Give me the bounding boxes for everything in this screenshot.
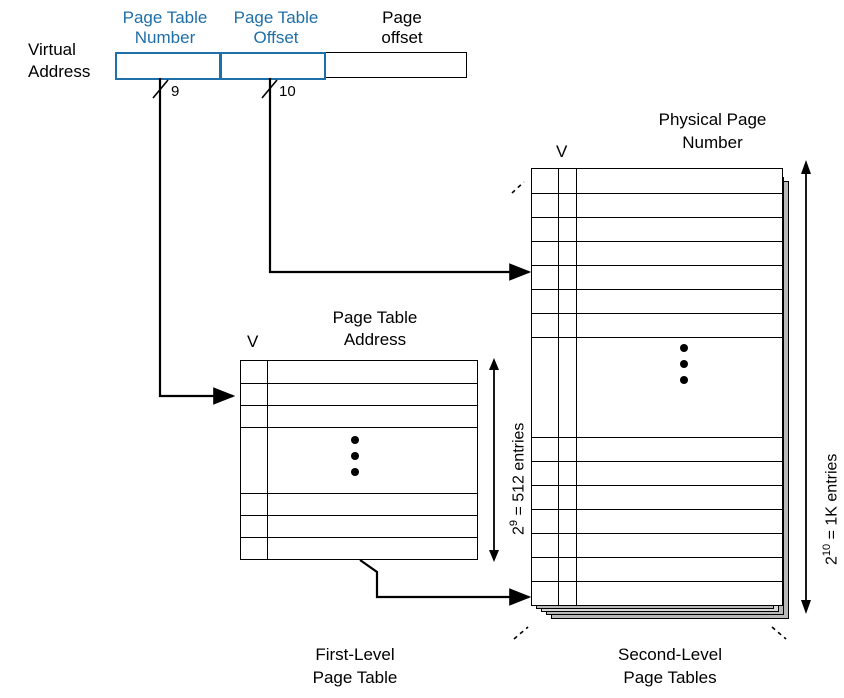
first-level-valid-column-separator [267, 361, 268, 559]
first-level-size-base: 2 [510, 526, 528, 535]
field-page-table-number-label-line1: Page Table [122, 8, 208, 27]
page-table-offset-bits-label: 10 [279, 83, 296, 100]
virtual-address-label-line2: Address [28, 62, 91, 81]
second-level-valid-column-separator [558, 169, 559, 605]
first-level-page-table[interactable] [240, 360, 478, 560]
second-level-caption-line1: Second-Level [618, 645, 722, 664]
second-level-page-table[interactable] [531, 168, 783, 606]
first-level-column-header-line2: Address [343, 330, 407, 349]
first-level-ellipsis-dot [351, 436, 359, 444]
second-level-size-rest: = 1K entries [823, 453, 841, 544]
field-page-table-offset-label-line1: Page Table [233, 8, 319, 27]
second-level-ellipsis-dot [680, 344, 688, 352]
field-page-offset-label-line2: offset [381, 28, 423, 47]
first-level-size-rest: = 512 entries [510, 422, 528, 520]
first-level-valid-header: V [247, 332, 259, 351]
first-level-ellipsis-dot [351, 468, 359, 476]
second-level-size-annotation [818, 454, 841, 565]
first-level-caption-line2: Page Table [312, 668, 398, 687]
field-page-table-number-label-line2: Number [134, 28, 196, 47]
second-level-ellipsis-dot [680, 360, 688, 368]
virtual-address-bar [115, 52, 467, 78]
first-level-caption-line1: First-Level [315, 645, 395, 664]
second-level-size-base: 2 [823, 556, 841, 565]
second-level-column-header-line2: Number [682, 133, 743, 152]
field-page-offset-label-line1: Page [382, 8, 422, 27]
second-level-size-exponent: 10 [821, 543, 833, 557]
second-level-valid-header: V [556, 142, 568, 161]
page-table-number-bits-label: 9 [171, 83, 180, 100]
second-level-ellipsis-dot [680, 376, 688, 384]
first-level-column-header-line1: Page Table [332, 308, 418, 327]
virtual-address-label-line1: Virtual [28, 40, 76, 59]
first-level-size-exponent: 9 [508, 519, 520, 527]
first-level-ellipsis-dot [351, 452, 359, 460]
second-level-column-separator [576, 169, 577, 605]
second-level-column-header-line1: Physical Page [658, 110, 767, 129]
virtual-address-field-page-table-offset[interactable] [220, 52, 326, 80]
field-page-table-offset-label-line2: Offset [253, 28, 299, 47]
first-level-size-annotation [505, 423, 528, 535]
virtual-address-field-page-table-number[interactable] [115, 52, 221, 80]
second-level-caption-line2: Page Tables [623, 668, 717, 687]
